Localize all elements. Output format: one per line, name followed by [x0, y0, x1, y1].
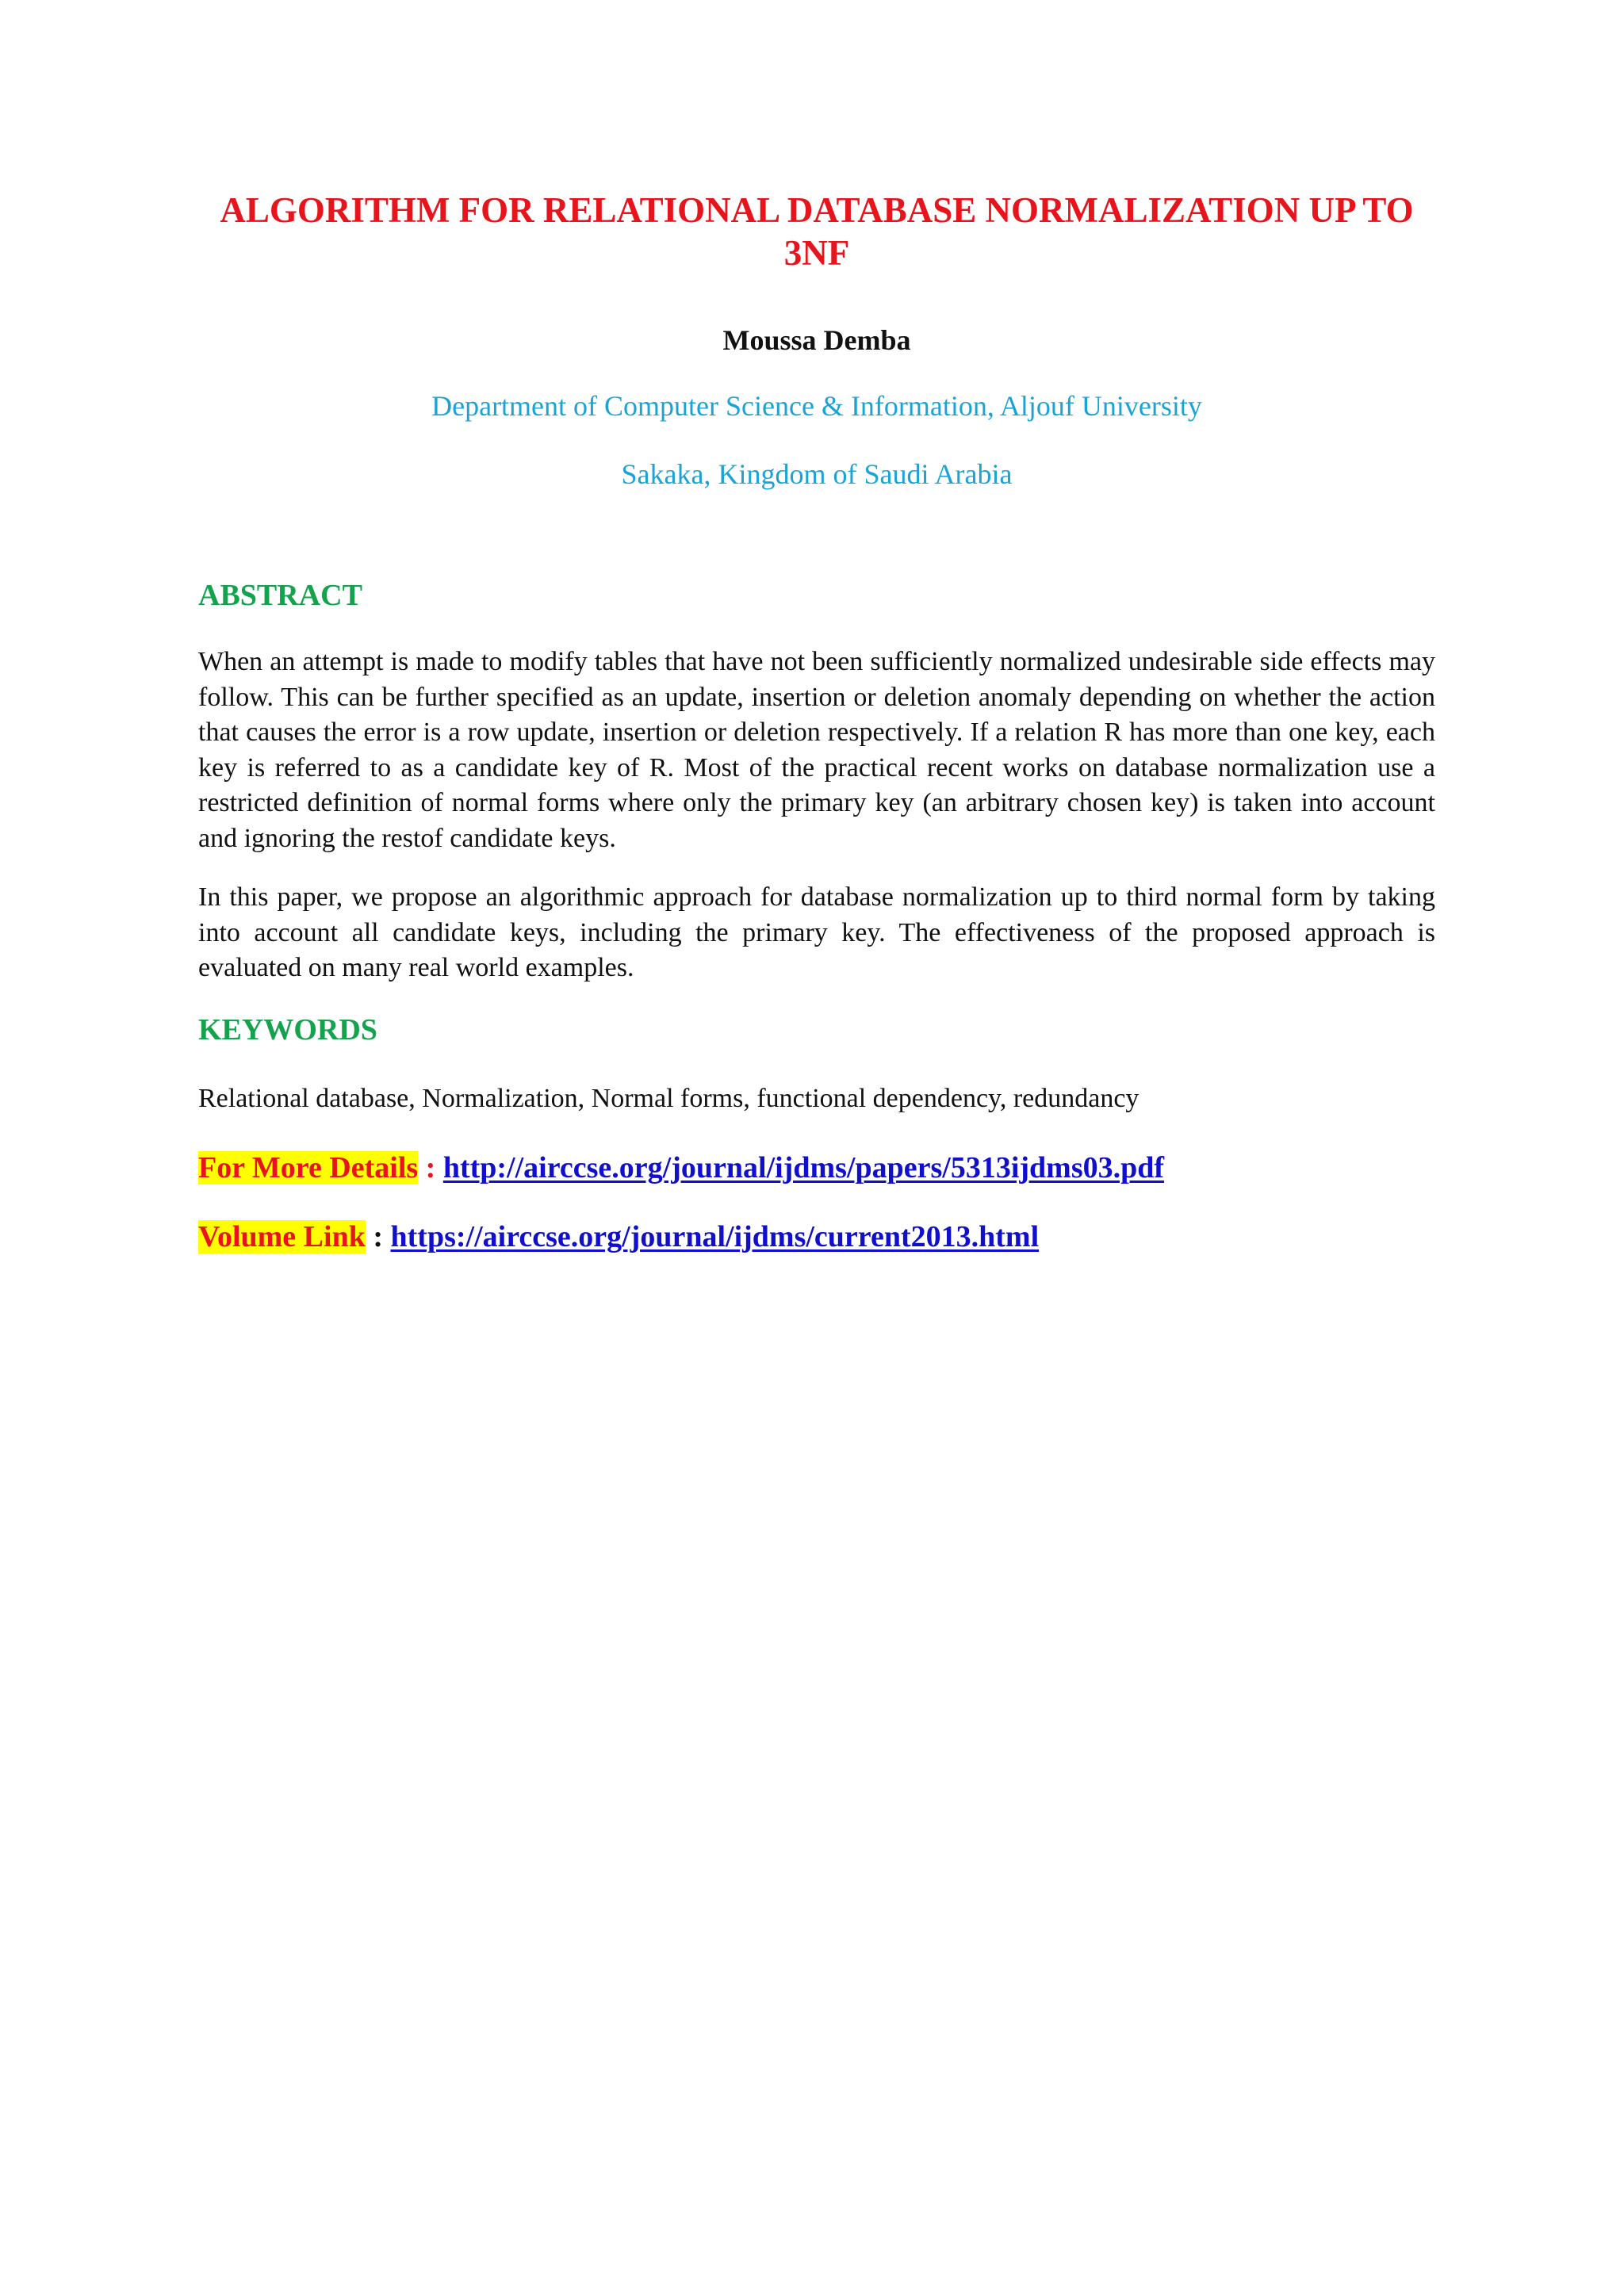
volume-link-label: Volume Link: [198, 1220, 366, 1253]
more-details-label: For More Details: [198, 1151, 419, 1184]
volume-link[interactable]: https://airccse.org/journal/ijdms/current2013.html: [390, 1220, 1040, 1253]
keywords-heading: KEYWORDS: [198, 1013, 377, 1047]
paper-title: ALGORITHM FOR RELATIONAL DATABASE NORMALIZATION UP TO 3NF: [220, 190, 1414, 273]
more-details-separator: :: [418, 1151, 443, 1184]
abstract-paragraph-2: In this paper, we propose an algorithmic approach for database normalization up to third normal form by taking into account all candidate keys, including the primary key. The effectiveness of the proposed approach is evaluated on many real world examples.: [198, 882, 1435, 982]
keywords-text: Relational database, Normalization, Normal forms, functional dependency, redundancy: [198, 1084, 1139, 1113]
abstract-paragraph-1: When an attempt is made to modify tables that have not been sufficiently normalized undesirable side effects may follow. This can be further specified as an update, insertion or deletion anomaly depending on whether the action that causes the error is a row update, insertion or deletion respectively. If a relation R has more than one key, each key is referred to as a candidate key of R. Most of the practical recent works on database normalization use a restricted definition of normal forms where only the primary key (an arbitrary chosen key) is taken into account and ignoring the restof candidate keys.: [198, 647, 1435, 853]
author-name: Moussa Demba: [722, 324, 911, 356]
affiliation-department: Department of Computer Science & Information, Aljouf University: [431, 390, 1202, 422]
more-details-link[interactable]: http://airccse.org/journal/ijdms/papers/5313ijdms03.pdf: [442, 1151, 1165, 1184]
more-details-line: [198, 1150, 1164, 1186]
abstract-heading: ABSTRACT: [198, 579, 362, 612]
affiliation-location: Sakaka, Kingdom of Saudi Arabia: [621, 458, 1013, 490]
volume-link-line: [198, 1219, 1039, 1255]
volume-link-separator: :: [365, 1220, 391, 1253]
